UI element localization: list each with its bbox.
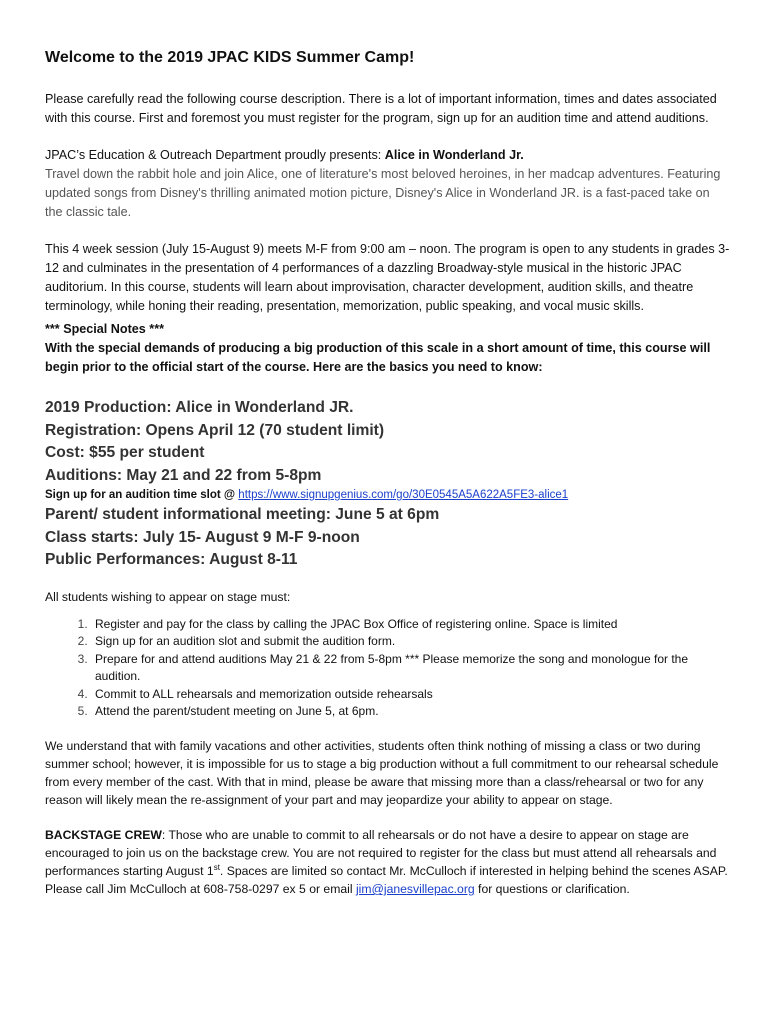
backstage-text-2: . Spaces are limited so contact Mr. McCulloch if interested in helping behind the scenes ASAP. Please call Jim McCulloch at 608-758-0297 ex 5 or email <box>45 863 728 897</box>
list-item: 1. Register and pay for the class by calling the JPAC Box Office of registering online. Space is limited <box>91 616 730 634</box>
meeting-line: Parent/ student informational meeting: June 5 at 6pm <box>45 506 440 523</box>
presents-lead: JPAC’s Education & Outreach Department proudly presents: <box>45 148 385 162</box>
list-item: 5. Attend the parent/student meeting on June 5, at 6pm. <box>91 703 730 721</box>
signup-line <box>45 487 730 504</box>
page-title: Welcome to the 2019 JPAC KIDS Summer Camp! <box>45 49 415 66</box>
performances-line: Public Performances: August 8-11 <box>45 551 298 568</box>
registration-line: Registration: Opens April 12 (70 student limit) <box>45 421 385 439</box>
intro-paragraph: Please carefully read the following course description. There is a lot of important information, times and dates associated with this course. First and foremost you must register for the program, sign up for an audition time and attend auditions. <box>45 92 717 125</box>
show-name: Alice in Wonderland Jr. <box>384 148 524 162</box>
superscript: st <box>213 862 220 872</box>
requirements-list <box>45 616 730 721</box>
requirements-intro: All students wishing to appear on stage must: <box>45 589 291 604</box>
email-link[interactable]: jim@janesvillepac.org <box>355 882 475 897</box>
signup-link[interactable]: https://www.signupgenius.com/go/30E0545A5A622A5FE3-alice1 <box>238 489 569 501</box>
presents-paragraph <box>45 146 730 165</box>
backstage-text: : Those who are unable to commit to all rehearsals or do not have a desire to appear on stage are encouraged to join us on the backstage crew. You are not required to register for the class but must attend all rehearsals and performances starting August 1 <box>45 827 717 878</box>
special-notes-heading: *** Special Notes *** <box>45 322 164 336</box>
session-paragraph: This 4 week session (July 15-August 9) meets M-F from 9:00 am – noon. The program is open to any students in grades 3-12 and culminates in the presentation of 4 performances of a dazzling Broadway-style musical in the historic JPAC auditorium. In this course, students will learn about improvisation, character development, audition skills, and theatre terminology, while honing their reading, presentation, memorization, public speaking, and vocal music skills. <box>45 242 730 313</box>
production-line: 2019 Production: Alice in Wonderland JR. <box>45 399 354 416</box>
list-item: 3. Prepare for and attend auditions May 21 & 22 from 5-8pm *** Please memorize the song and monologue for the audition. <box>91 651 730 686</box>
backstage-label: BACKSTAGE CREW <box>45 827 162 842</box>
backstage-paragraph <box>45 826 730 899</box>
backstage-text-3: for questions or clarification. <box>474 882 630 897</box>
commitment-paragraph: We understand that with family vacations and other activities, students often think nothing of missing a class or two during summer school; however, it is impossible for us to stage a big production without a full commitment to our rehearsal schedule from every member of the cast. With that in mind, please be aware that missing more than a class/rehearsal or two for any reason will likely mean the re-assignment of your part and may jeopardize your ability to appear on stage. <box>45 738 719 808</box>
auditions-line: Auditions: May 21 and 22 from 5-8pm <box>45 466 322 484</box>
cost-line: Cost: $55 per student <box>45 444 205 461</box>
class-starts-line: Class starts: July 15- August 9 M-F 9-noon <box>45 528 360 546</box>
show-description: Travel down the rabbit hole and join Alice, one of literature's most beloved heroines, in her madcap adventures. Featuring updated songs from Disney's thrilling animated motion picture, Disney's Alice in Wonderland JR. is a fast-paced take on the classic tale. <box>45 167 721 219</box>
signup-label: Sign up for an audition time slot @ <box>45 489 239 501</box>
special-notes <box>45 320 730 377</box>
special-notes-text: With the special demands of producing a big production of this scale in a short amount of time, this course will begin prior to the official start of the course. Here are the basics you need to know: <box>45 341 711 374</box>
list-item: 2. Sign up for an audition slot and submit the audition form. <box>91 633 730 651</box>
list-item: 4. Commit to ALL rehearsals and memorization outside rehearsals <box>91 686 730 704</box>
